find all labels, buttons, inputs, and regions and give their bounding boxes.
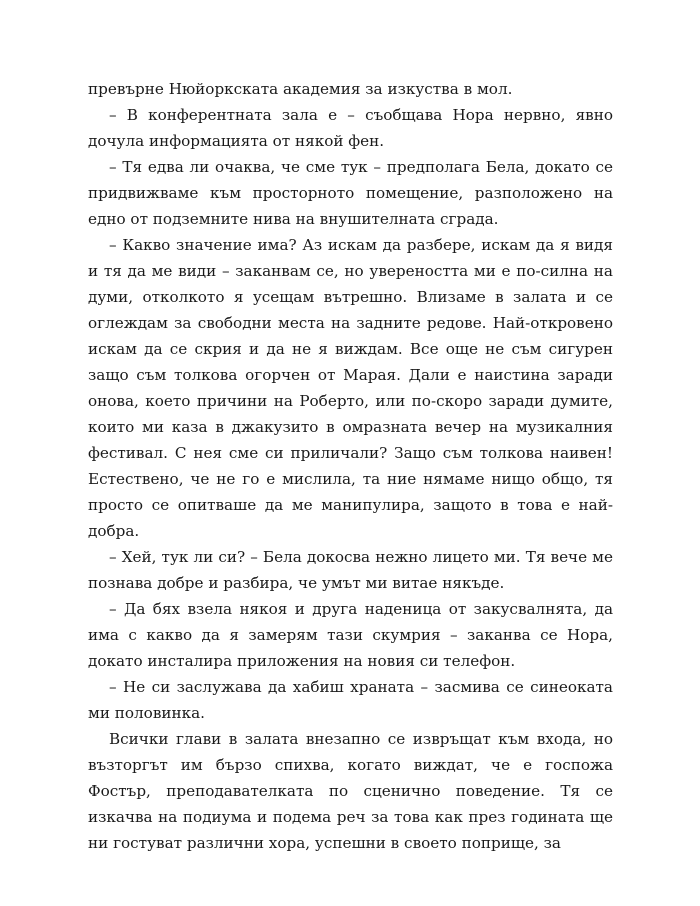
paragraph-not-worth-wasting-food: – Не си заслужава да хабиш храната – засмива се синеоката ми половинка. bbox=[88, 678, 613, 722]
paragraph-what-does-it-matter: – Какво значение има? Аз искам да разбере, искам да я видя и тя да ме види – заканвам се, но увереността ми е по-силна на думи, отколкото я усещам вътрешно. Влизаме в залата и се оглеждам за свободни места на задните редове. Най-откровено искам да се скрия и да не я виждам. Все още не съм сигурен защо съм толкова огорчен от Марая. Дали е наистина заради онова, което причини на Роберто, или по-скоро заради думите, които ми каза в джакузито в омразната вечер на музикалния фестивал. С нея сме си приличали? Защо съм толкова наивен! Естествено, че не го е мислила, та ние нямаме нищо общо, тя просто се опитваше да ме манипулира, защото в това е най-добра. bbox=[88, 236, 613, 540]
paragraph-continuation: превърне Нюйоркската академия за изкуства в мол. bbox=[88, 80, 513, 98]
paragraph-bela-suggests: – Тя едва ли очаква, че сме тук – предполага Бела, докато се придвижваме към просторното помещение, разположено на едно от подземните нива на внушителната сграда. bbox=[88, 158, 613, 228]
paragraph-hey-are-you-here: – Хей, тук ли си? – Бела докосва нежно лицето ми. Тя вече ме познава добре и разбира, че умът ми витае някъде. bbox=[88, 548, 613, 592]
paragraph-nora-conference-hall: – В конферентната зала е – съобщава Нора нервно, явно дочула информацията от някой фен. bbox=[88, 106, 613, 150]
paragraph-sausages: – Да бях взела някоя и друга наденица от закусвалнята, да има с какво да я замерям тази скумрия – заканва се Нора, докато инсталира приложения на новия си телефон. bbox=[88, 600, 613, 670]
paragraph-all-heads-turn: Всички глави в залата внезапно се извръщат към входа, но възторгът им бързо спихва, когато виждат, че е госпожа Фостър, преподавателката по сценично поведение. Тя се изкачва на подиума и подема реч за това как през годината ще ни гостуват различни хора, успешни в своето поприще, за bbox=[88, 730, 613, 852]
document-page bbox=[88, 76, 613, 856]
